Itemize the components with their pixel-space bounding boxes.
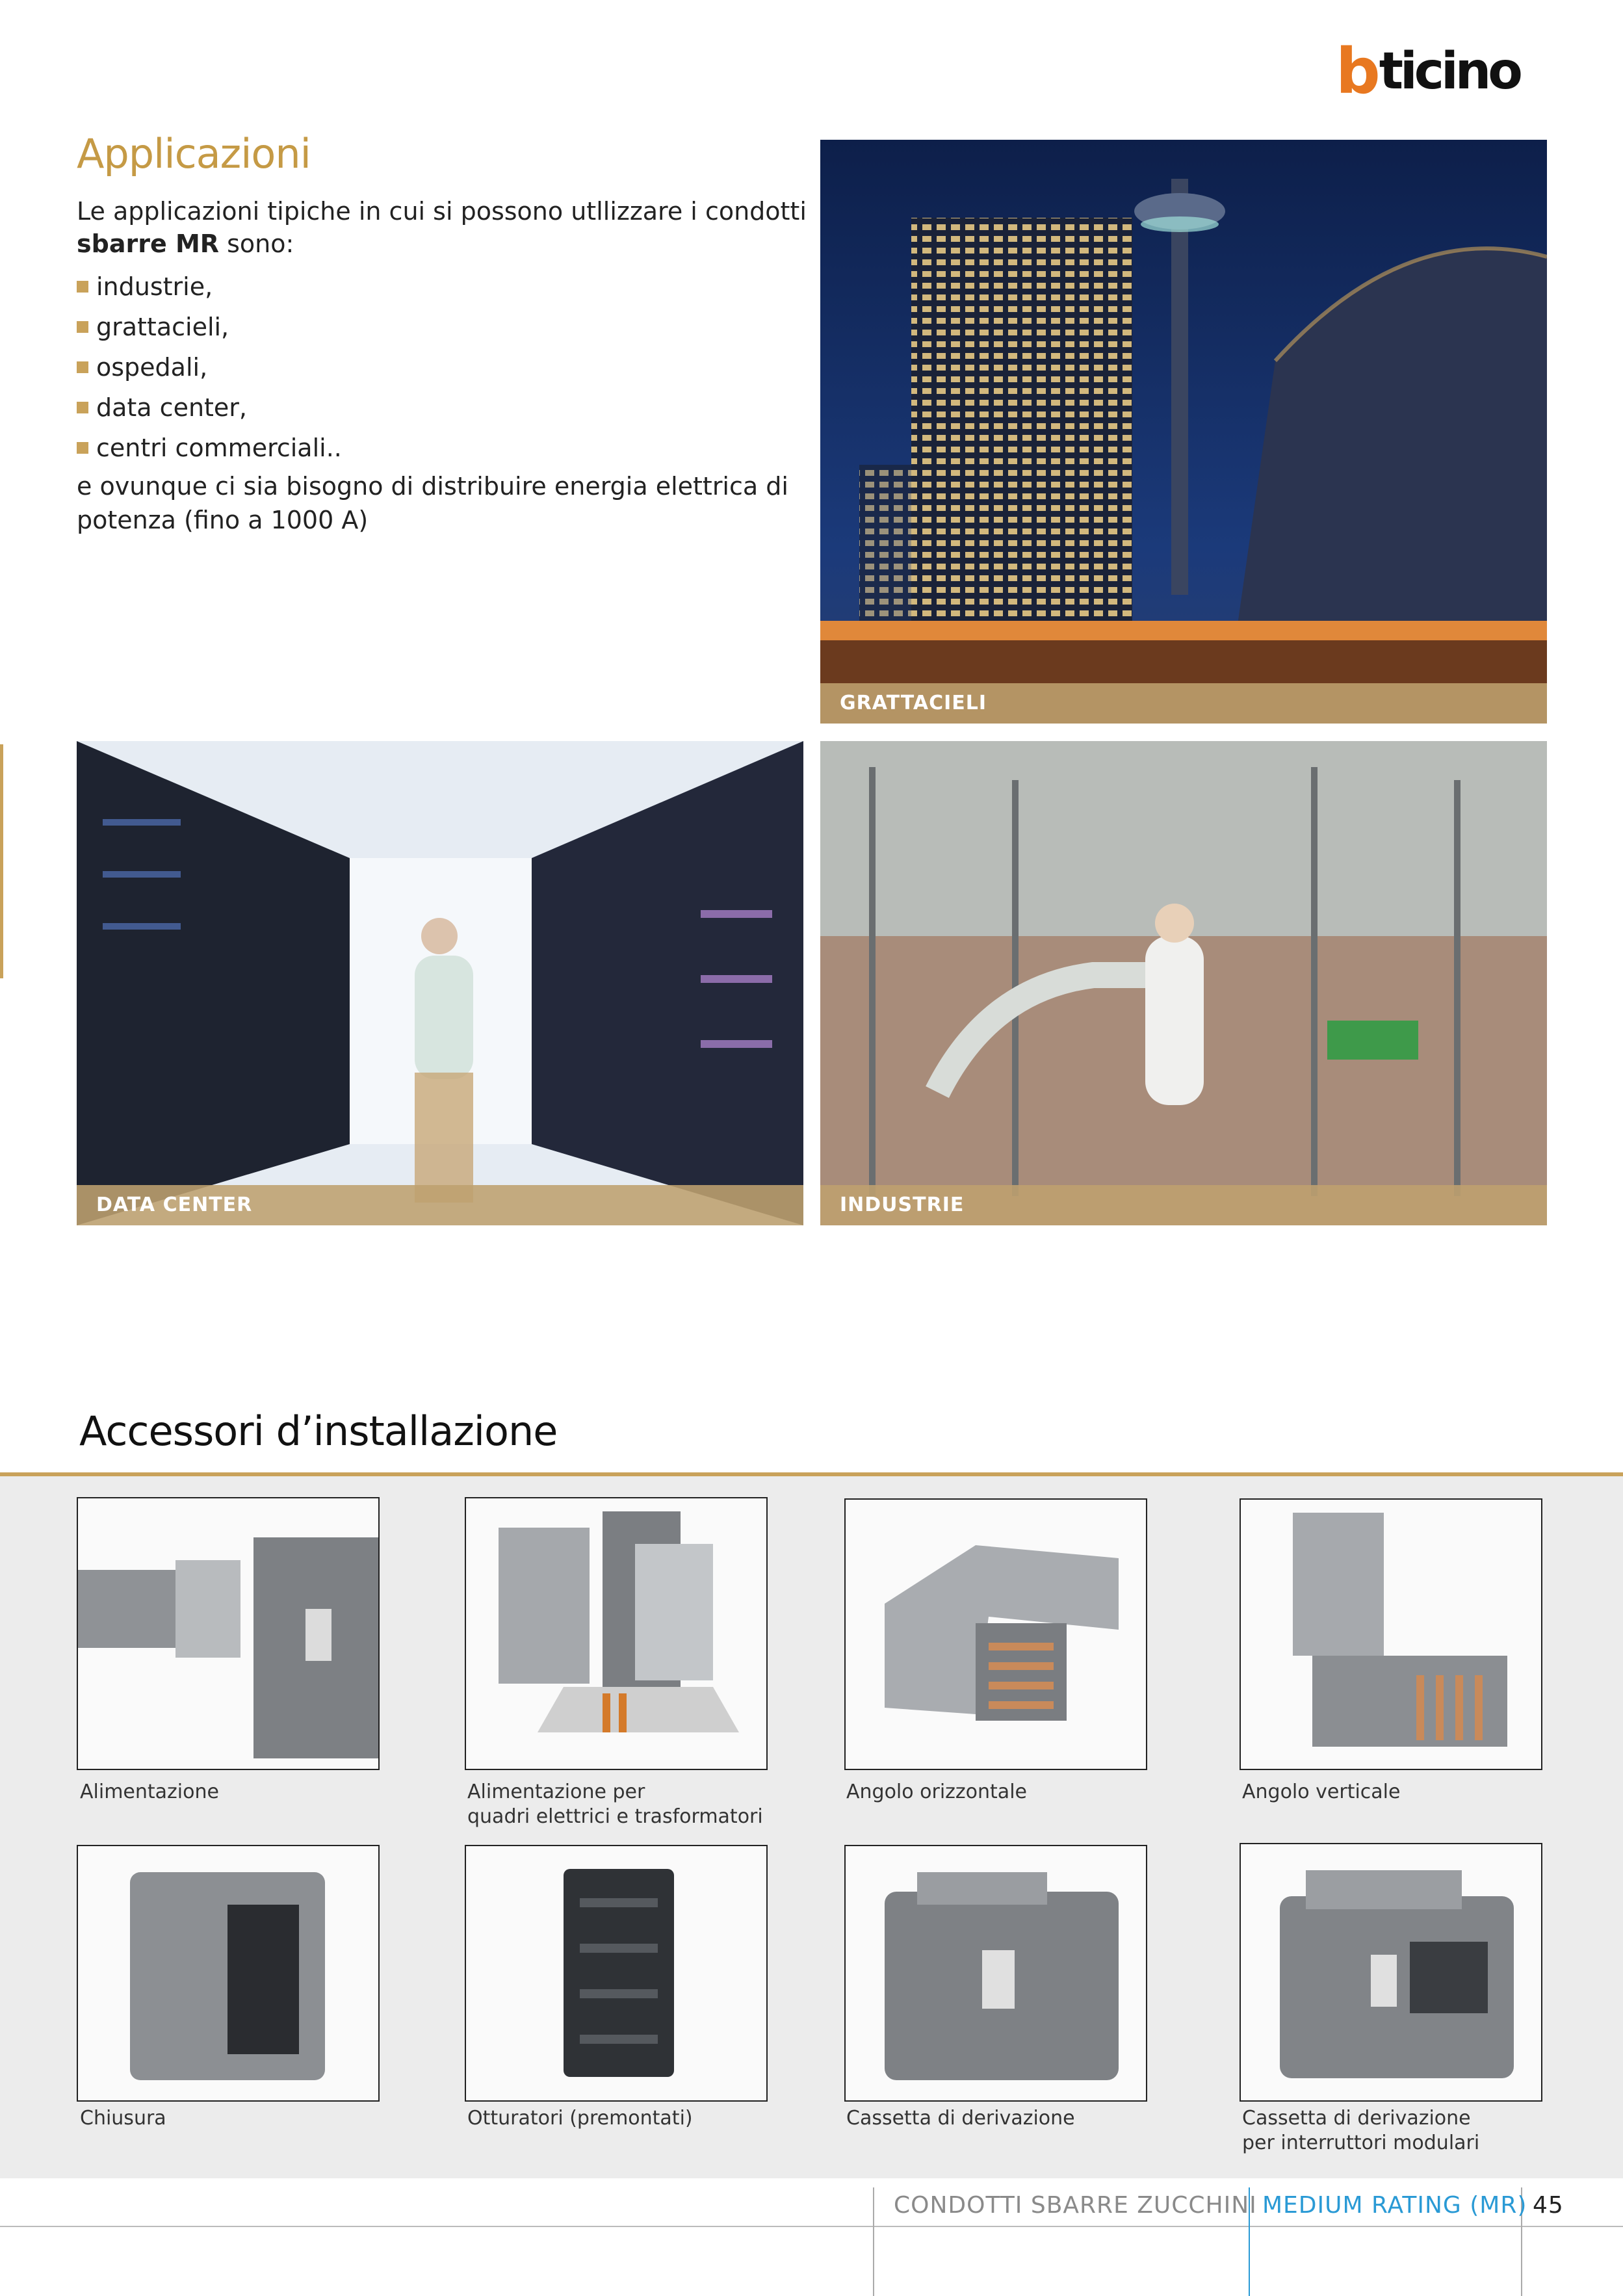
accessory-label: Otturatori (premontati) — [467, 2107, 693, 2130]
list-item: industrie, — [77, 267, 342, 307]
logo-text: ticino — [1379, 42, 1520, 101]
footer-subsection: MEDIUM RATING (MR) — [1262, 2192, 1527, 2219]
accessory-image-alimentazione-quadri — [465, 1497, 768, 1770]
list-item: data center, — [77, 387, 342, 428]
intro-bold: sbarre MR — [77, 229, 220, 258]
photo-industrie — [820, 741, 1547, 1225]
bullet-square-icon — [77, 442, 88, 454]
applications-intro: Le applicazioni tipiche in cui si possono utllizzare i condotti sbarre MR sono: — [77, 197, 807, 258]
bticino-logo — [1336, 35, 1547, 108]
accessory-image-angolo-verticale — [1240, 1498, 1542, 1770]
accessory-image-angolo-orizzontale — [844, 1498, 1147, 1770]
photo-caption: DATA CENTER — [77, 1185, 803, 1225]
accessory-label: Angolo orizzontale — [846, 1781, 1027, 1803]
accessory-label: Alimentazione per quadri elettrici e trasformatori — [467, 1781, 763, 1828]
accessory-image-cassetta-derivazione — [844, 1845, 1147, 2102]
section-title-applicazioni: Applicazioni — [77, 130, 311, 177]
accessory-image-cassetta-interruttori — [1240, 1843, 1542, 2102]
accessory-label: Chiusura — [80, 2107, 166, 2130]
photo-data-center — [77, 741, 803, 1225]
footer-divider — [0, 2226, 1623, 2227]
accessory-image-alimentazione — [77, 1497, 380, 1770]
footer-separator — [873, 2187, 874, 2296]
accessory-label: Alimentazione — [80, 1781, 219, 1803]
footer-section: CONDOTTI SBARRE ZUCCHINI — [894, 2192, 1257, 2219]
bullet-square-icon — [77, 281, 88, 293]
accessory-label: Cassetta di derivazione per interruttori modulari — [1242, 2107, 1480, 2154]
logo-b: b — [1336, 35, 1378, 108]
list-item: grattacieli, — [77, 307, 342, 347]
bullet-square-icon — [77, 402, 88, 413]
photo-caption: INDUSTRIE — [820, 1185, 1547, 1225]
bullet-square-icon — [77, 321, 88, 333]
page-number: 45 — [1533, 2192, 1564, 2219]
list-item: centri commerciali.. — [77, 428, 342, 468]
left-accent-bar — [0, 744, 3, 978]
accessory-label: Cassetta di derivazione — [846, 2107, 1075, 2130]
applications-list — [77, 267, 342, 468]
section-title-accessori: Accessori d’installazione — [79, 1407, 558, 1455]
accessory-image-chiusura — [77, 1845, 380, 2102]
photo-grattacieli — [820, 140, 1547, 724]
photo-caption: GRATTACIELI — [820, 683, 1547, 724]
bullet-square-icon — [77, 361, 88, 373]
applications-outro: e ovunque ci sia bisogno di distribuire energia elettrica di potenza (fino a 1000 A) — [77, 472, 788, 534]
list-item: ospedali, — [77, 347, 342, 387]
accessory-label: Angolo verticale — [1242, 1781, 1401, 1803]
accessory-image-otturatori — [465, 1845, 768, 2102]
